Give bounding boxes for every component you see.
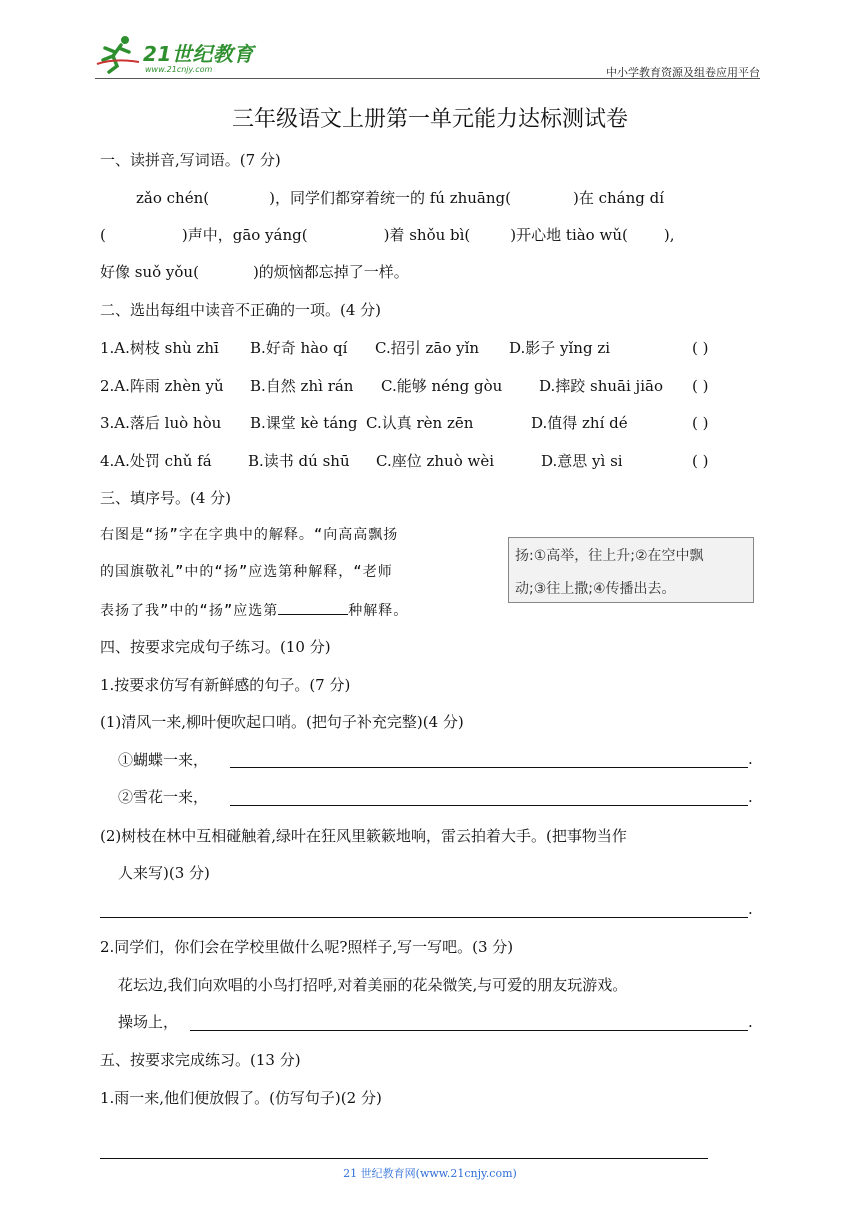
dictionary-definition-image	[508, 537, 754, 603]
logo-url: www.21cnjy.com	[145, 65, 213, 74]
answer-line[interactable]	[230, 767, 748, 768]
running-figure-logo-icon	[95, 34, 141, 74]
option-c: C.认真 rèn zēn	[366, 414, 474, 432]
question-text: 人来写)(3 分)	[118, 864, 210, 882]
period: .	[748, 900, 753, 918]
pinyin-text: )的烦恼都忘掉了一样。	[252, 263, 409, 281]
question-text: 1.按要求仿写有新鲜感的句子。(7 分)	[100, 676, 351, 694]
section3-text-line: 右图是“扬”字在字典中的解释。“向高高飘扬	[100, 527, 399, 543]
section2-heading: 二、选出每组中读音不正确的一项。(4 分)	[100, 301, 382, 319]
answer-line[interactable]	[190, 1030, 748, 1031]
pinyin-text: )声中，gāo yáng(	[181, 226, 308, 244]
option-b: B.课堂 kè táng	[250, 414, 358, 432]
period: .	[748, 788, 753, 806]
question-text: (1)清风一来,柳叶便吹起口哨。(把句子补充完整)(4 分)	[100, 713, 464, 731]
option-c: C.招引 zāo yǐn	[375, 339, 480, 357]
section3-text-line	[100, 599, 408, 621]
option-b: B.好奇 hào qí	[250, 339, 348, 357]
answer-paren[interactable]: ( )	[692, 452, 709, 470]
pinyin-text: )，同学们都穿着统一的 fú zhuāng(	[269, 189, 511, 207]
pinyin-text: (	[100, 226, 106, 244]
prompt-text: ②雪花一来，	[118, 788, 209, 806]
question-text: 1.雨一来,他们便放假了。(仿写句子)(2 分)	[100, 1089, 382, 1107]
option-a: 4.A.处罚 chǔ fá	[100, 452, 212, 470]
pinyin-text: )着 shǒu bì(	[383, 226, 471, 244]
period: .	[748, 1013, 753, 1031]
pinyin-text: )在 cháng dí	[573, 189, 665, 207]
option-b: B.读书 dú shū	[248, 452, 350, 470]
section3-heading: 三、填序号。(4 分)	[100, 489, 232, 507]
definition-line: 扬:①高举，往上升;②在空中飘	[515, 548, 704, 564]
question-text: 2.同学们，你们会在学校里做什么呢?照样子,写一写吧。(3 分)	[100, 938, 514, 956]
page-title: 三年级语文上册第一单元能力达标测试卷	[231, 107, 628, 132]
answer-paren[interactable]: ( )	[692, 339, 709, 357]
option-d: D.摔跤 shuāi jiāo	[539, 377, 663, 395]
period: .	[748, 750, 753, 768]
section4-heading: 四、按要求完成句子练习。(10 分)	[100, 638, 331, 656]
text-fragment: 表扬了我”中的“扬”应选第	[100, 603, 279, 619]
pinyin-text: ),	[663, 226, 675, 244]
footer-divider	[100, 1158, 708, 1159]
section1-line1	[136, 188, 664, 208]
pinyin-text: 好像 suǒ yǒu(	[100, 263, 199, 281]
logo-text: 21世纪教育	[143, 42, 254, 66]
answer-paren[interactable]: ( )	[692, 377, 709, 395]
header-divider	[95, 78, 760, 79]
prompt-text: 操场上，	[118, 1013, 179, 1031]
definition-line: 动;③往上撒;④传播出去。	[515, 581, 676, 597]
prompt-text: ①蝴蝶一来，	[118, 751, 209, 769]
section1-line3	[100, 262, 409, 282]
question-text: (2)树枝在林中互相碰触着,绿叶在狂风里簌簌地响，雷云拍着大手。(把事物当作	[100, 827, 627, 845]
option-d: D.影子 yǐng zi	[509, 339, 611, 357]
page-header	[95, 30, 760, 80]
answer-blank[interactable]	[278, 599, 348, 615]
answer-paren[interactable]: ( )	[692, 414, 709, 432]
option-b: B.自然 zhì rán	[250, 377, 354, 395]
section3-text-line: 的国旗敬礼”中的“扬”应选第种解释，“老师	[100, 564, 393, 580]
text-fragment: 种解释。	[348, 603, 409, 619]
section1-heading: 一、读拼音,写词语。(7 分)	[100, 151, 281, 169]
option-c: C.座位 zhuò wèi	[376, 452, 495, 470]
answer-line[interactable]	[100, 917, 748, 918]
example-text: 花坛边,我们向欢唱的小鸟打招呼,对着美丽的花朵微笑,与可爱的朋友玩游戏。	[118, 976, 628, 994]
option-c: C.能够 néng gòu	[381, 377, 503, 395]
section5-heading: 五、按要求完成练习。(13 分)	[100, 1051, 301, 1069]
option-a: 2.A.阵雨 zhèn yǔ	[100, 377, 224, 395]
footer-text[interactable]: 21 世纪教育网(www.21cnjy.com)	[343, 1167, 517, 1180]
option-a: 3.A.落后 luò hòu	[100, 414, 222, 432]
section1-line2	[100, 225, 674, 245]
pinyin-text: zǎo chén(	[136, 189, 210, 207]
answer-line[interactable]	[230, 805, 748, 806]
header-platform-text: 中小学教育资源及组卷应用平台	[606, 66, 760, 79]
option-d: D.值得 zhí dé	[531, 414, 628, 432]
option-a: 1.A.树枝 shù zhī	[100, 339, 219, 357]
option-d: D.意思 yì si	[541, 452, 623, 470]
pinyin-text: )开心地 tiào wǔ(	[510, 226, 628, 244]
